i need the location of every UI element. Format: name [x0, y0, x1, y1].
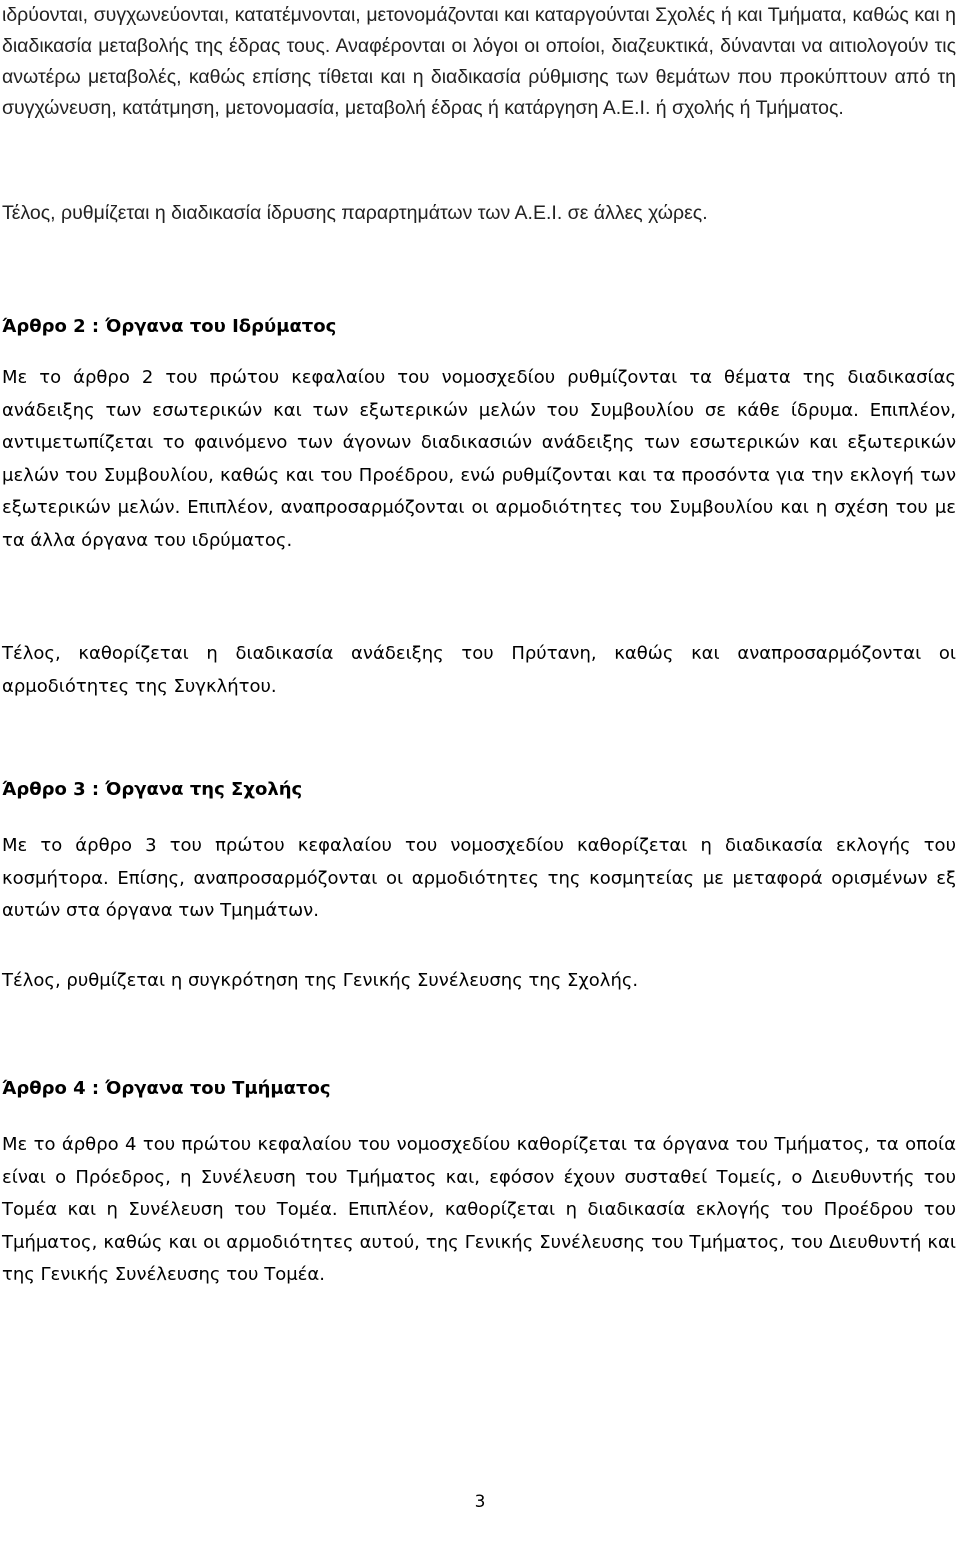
intro-paragraph: ιδρύονται, συγχωνεύονται, κατατέμνονται, μετονομάζονται και καταργούνται Σχολές ή και Τμήματα, καθώς και η διαδικασία μεταβολής της έδρας τους. Αναφέρονται οι λόγοι οι οποίοι, διαζευκτικά, δύνανται να αιτιολογούν τις ανωτέρω μεταβολές, καθώς επίσης τίθεται και η διαδικασία ρύθμισης των θεμάτων που προκύπτουν από τη συγχώνευση, κατάτμηση, μετονομασία, μεταβολή έδρας ή κατάργηση Α.Ε.Ι. ή σχολής ή Τμήματος.: [2, 4, 956, 119]
article-2-heading: Άρθρο 2 : Όργανα του Ιδρύματος: [2, 316, 337, 337]
article-4-paragraph-1: Με το άρθρο 4 του πρώτου κεφαλαίου του νομοσχεδίου καθορίζεται τα όργανα του Τμήματος, τα οποία είναι ο Πρόεδρος, η Συνέλευση του Τμήματος και, εφόσον έχουν συσταθεί Τομείς, ο Διευθυντής του Τομέα και η Συνέλευση του Τομέα. Επιπλέον, καθορίζεται η διαδικασία εκλογής του Προέδρου του Τμήματος, καθώς και οι αρμοδιότητες αυτού, της Γενικής Συνέλευσης του Τμήματος, του Διευθυντή και της Γενικής Συνέλευσης του Τομέα.: [2, 1134, 956, 1286]
article-2-paragraph-1: Με το άρθρο 2 του πρώτου κεφαλαίου του νομοσχεδίου ρυθμίζονται τα θέματα της διαδικασίας ανάδειξης των εσωτερικών και των εξωτερικών μελών του Συμβουλίου σε κάθε ίδρυμα. Επιπλέον, αντιμετωπίζεται το φαινόμενο των άγονων διαδικασιών ανάδειξης των εσωτερικών και εξωτερικών μελών του Συμβουλίου, καθώς και του Προέδρου, ενώ ρυθμίζονται και τα προσόντα για την εκλογή των εξωτερικών μελών. Επιπλέον, αναπροσαρμόζονται οι αρμοδιότητες του Συμβουλίου και η σχέση του με τα άλλα όργανα του ιδρύματος.: [2, 367, 956, 551]
article-3-heading: Άρθρο 3 : Όργανα της Σχολής: [2, 779, 303, 800]
article-3-paragraph-1: Με το άρθρο 3 του πρώτου κεφαλαίου του νομοσχεδίου καθορίζεται η διαδικασία εκλογής του κοσμήτορα. Επίσης, αναπροσαρμόζονται οι αρμοδιότητες της κοσμητείας με μεταφορά ορισμένων εξ αυτών στα όργανα των Τμημάτων.: [2, 835, 956, 922]
article-2-paragraph-2: Τέλος, καθορίζεται η διαδικασία ανάδειξης του Πρύτανη, καθώς και αναπροσαρμόζονται οι αρμοδιότητες της Συγκλήτου.: [2, 643, 956, 697]
article-3-paragraph-2: Τέλος, ρυθμίζεται η συγκρότηση της Γενικής Συνέλευσης της Σχολής.: [2, 970, 639, 991]
article-4-heading: Άρθρο 4 : Όργανα του Τμήματος: [2, 1078, 331, 1099]
intro-closing-paragraph: Τέλος, ρυθμίζεται η διαδικασία ίδρυσης παραρτημάτων των Α.Ε.Ι. σε άλλες χώρες.: [2, 202, 708, 224]
page-number: 3: [474, 1492, 486, 1512]
